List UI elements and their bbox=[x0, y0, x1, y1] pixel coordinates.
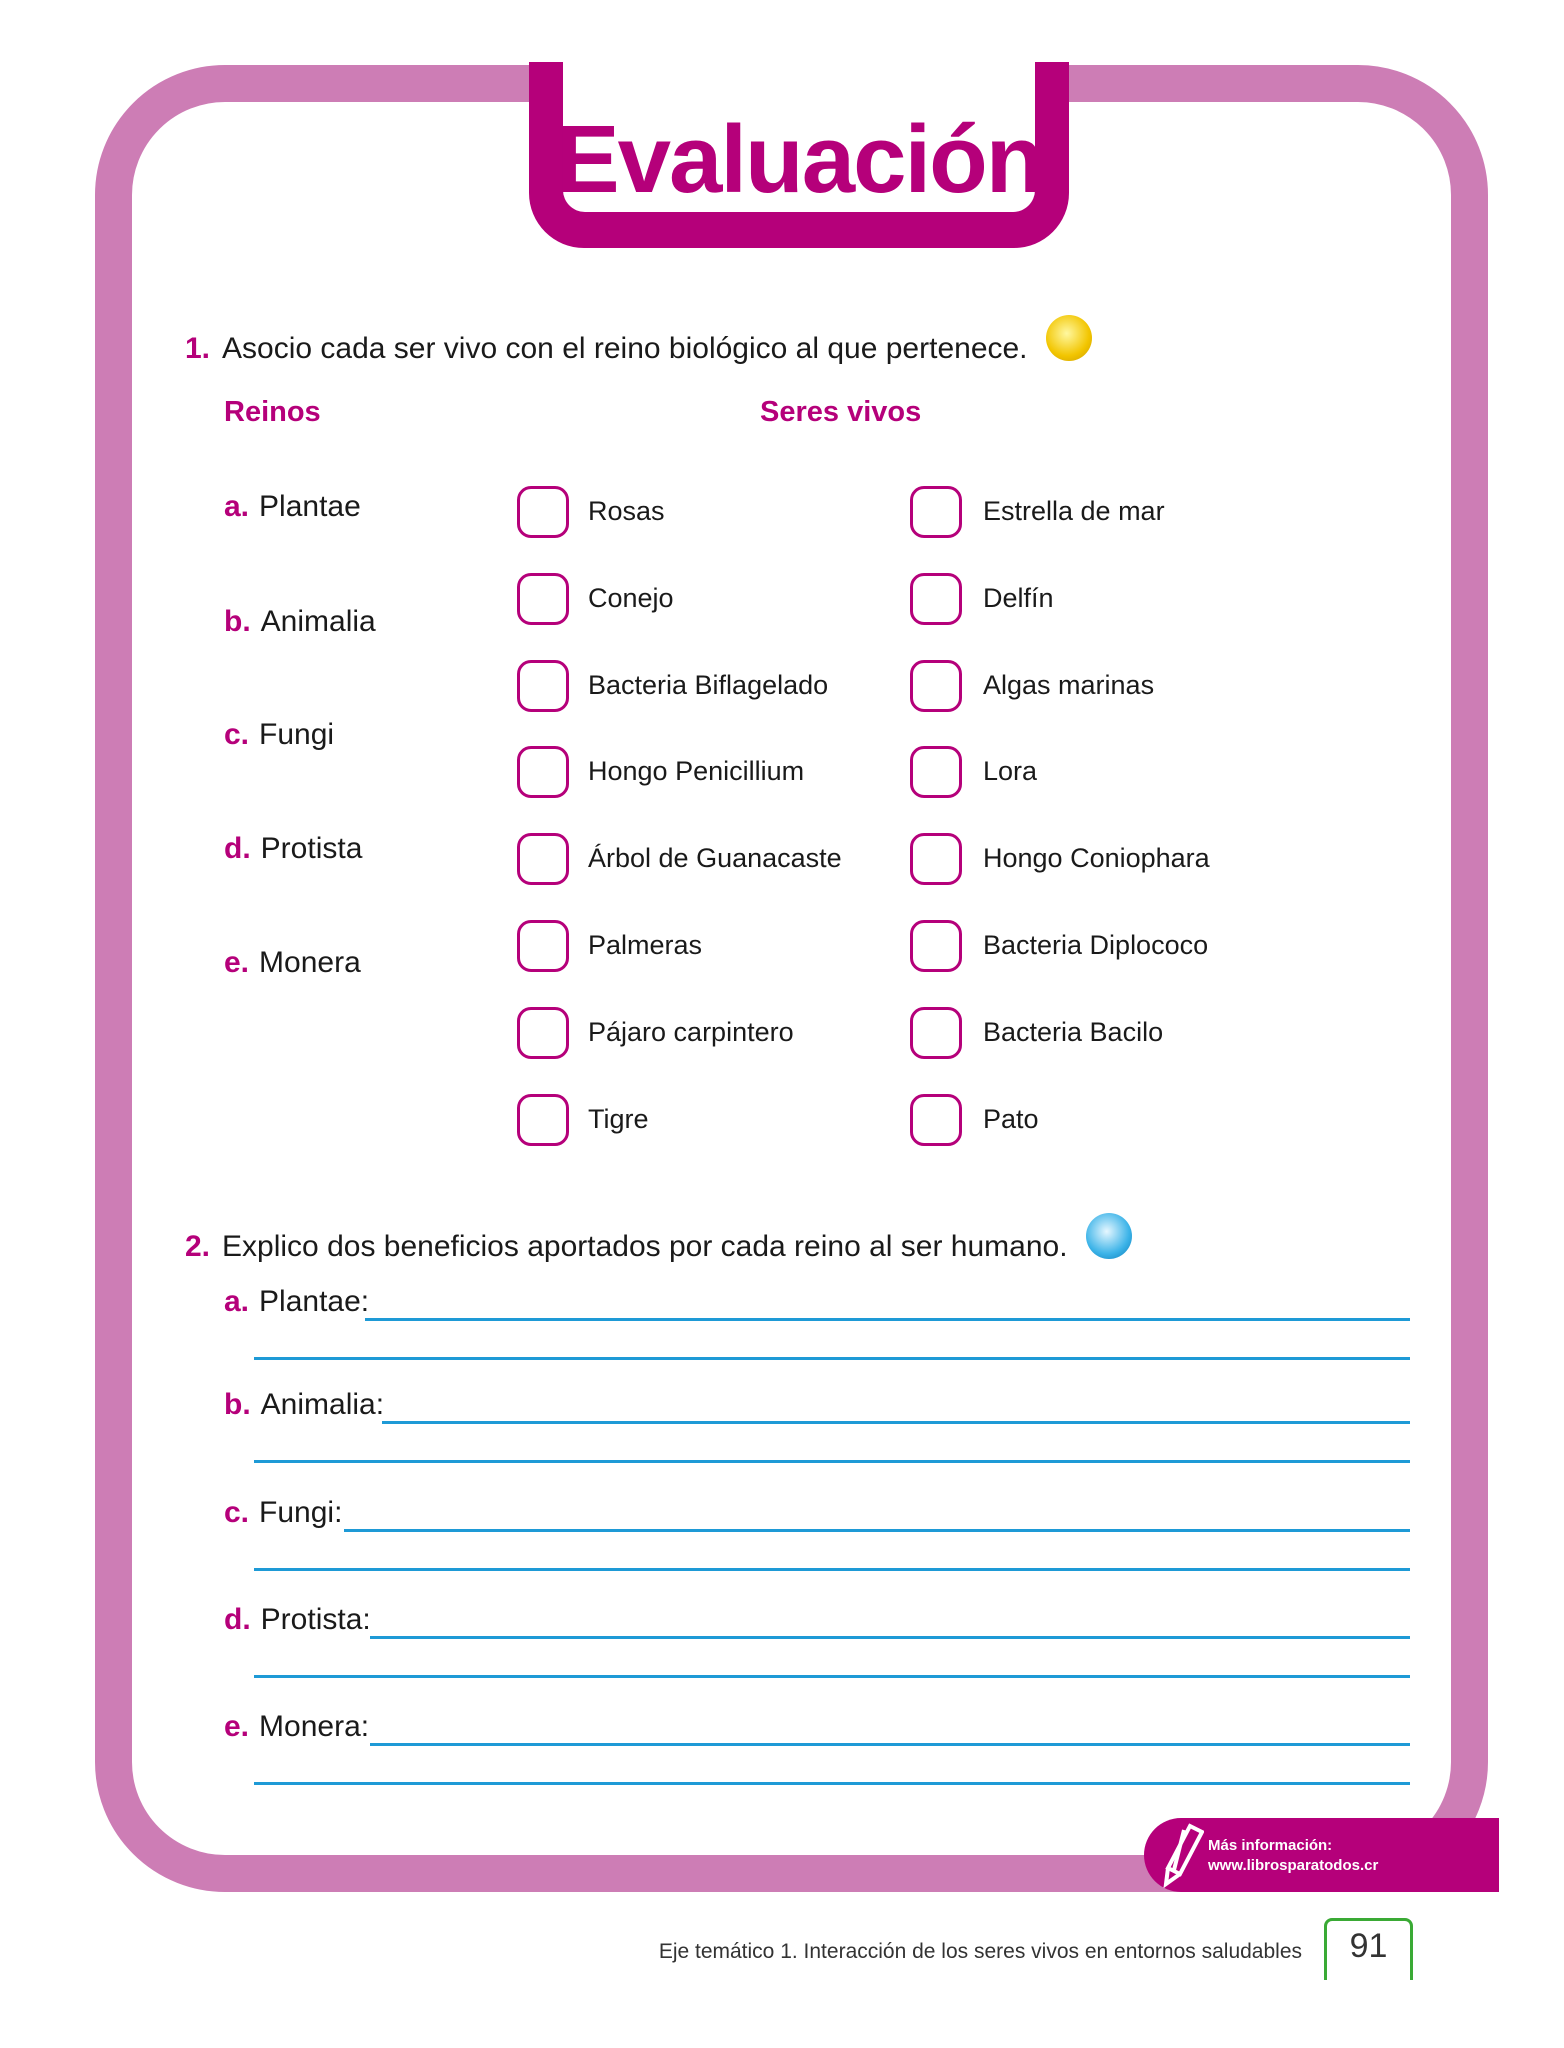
match-checkbox[interactable] bbox=[910, 660, 962, 712]
match-checkbox[interactable] bbox=[517, 486, 569, 538]
question-text: Explico dos beneficios aportados por cada reino al ser humano. bbox=[222, 1230, 1068, 1263]
page-title: Evaluación bbox=[555, 106, 1043, 213]
question-2 bbox=[185, 1230, 1132, 1264]
match-checkbox[interactable] bbox=[910, 573, 962, 625]
answer-line[interactable] bbox=[365, 1318, 1410, 1321]
living-being: Bacteria Biflagelado bbox=[588, 669, 829, 700]
living-being: Pájaro carpintero bbox=[588, 1016, 794, 1047]
answer-letter: b. bbox=[224, 1388, 251, 1421]
answer-letter: a. bbox=[224, 1285, 250, 1318]
lightbulb-yellow-icon bbox=[1046, 315, 1092, 361]
match-checkbox[interactable] bbox=[517, 660, 569, 712]
more-info-link[interactable]: www.librosparatodos.cr bbox=[1208, 1857, 1379, 1874]
kingdom-letter: d. bbox=[224, 832, 251, 865]
answer-kingdom: Protista: bbox=[260, 1603, 371, 1636]
answer-line[interactable] bbox=[254, 1782, 1410, 1785]
answer-label-1 bbox=[224, 1388, 384, 1422]
kingdom-name: Monera bbox=[259, 946, 361, 979]
answer-kingdom: Fungi: bbox=[259, 1496, 343, 1529]
answer-letter: c. bbox=[224, 1496, 250, 1529]
answer-line[interactable] bbox=[254, 1568, 1410, 1571]
match-checkbox[interactable] bbox=[517, 1094, 569, 1146]
match-checkbox[interactable] bbox=[517, 746, 569, 798]
kingdom-letter: a. bbox=[224, 490, 250, 523]
answer-kingdom: Monera: bbox=[259, 1710, 370, 1743]
kingdom-2 bbox=[224, 718, 334, 752]
living-being: Palmeras bbox=[588, 930, 703, 960]
living-being: Algas marinas bbox=[983, 669, 1155, 700]
living-being: Conejo bbox=[588, 582, 674, 613]
kingdom-0 bbox=[224, 490, 361, 524]
match-checkbox[interactable] bbox=[517, 1007, 569, 1059]
living-being: Bacteria Diplococo bbox=[983, 930, 1209, 960]
more-info-text bbox=[1208, 1836, 1378, 1876]
match-checkbox[interactable] bbox=[910, 486, 962, 538]
footer-text: Eje temático 1. Interacción de los seres vivos en entornos saludables bbox=[658, 1940, 1302, 1963]
kingdom-letter: e. bbox=[224, 946, 250, 979]
match-checkbox[interactable] bbox=[910, 1094, 962, 1146]
answer-kingdom: Plantae: bbox=[259, 1285, 370, 1318]
kingdom-name: Fungi bbox=[259, 718, 335, 751]
living-being: Hongo Penicillium bbox=[588, 756, 805, 787]
more-info-label: Más información: bbox=[1208, 1837, 1333, 1854]
question-1 bbox=[185, 332, 1092, 366]
kingdom-4 bbox=[224, 946, 361, 980]
answer-kingdom: Animalia: bbox=[260, 1388, 385, 1421]
answer-line[interactable] bbox=[370, 1636, 1410, 1639]
kingdom-name: Plantae bbox=[259, 490, 361, 523]
kingdom-name: Animalia bbox=[260, 605, 376, 638]
answer-letter: e. bbox=[224, 1710, 250, 1743]
living-being: Rosas bbox=[588, 496, 665, 526]
answer-line[interactable] bbox=[254, 1460, 1410, 1463]
match-checkbox[interactable] bbox=[910, 920, 962, 972]
answer-line[interactable] bbox=[370, 1743, 1410, 1746]
page-number: 91 bbox=[1324, 1918, 1413, 1980]
kingdom-name: Protista bbox=[260, 832, 363, 865]
match-checkbox[interactable] bbox=[517, 833, 569, 885]
living-being: Árbol de Guanacaste bbox=[588, 843, 842, 874]
question-number: 1. bbox=[185, 332, 211, 365]
match-checkbox[interactable] bbox=[517, 573, 569, 625]
living-being: Pato bbox=[983, 1103, 1039, 1134]
lightbulb-blue-icon bbox=[1086, 1213, 1132, 1259]
match-checkbox[interactable] bbox=[910, 746, 962, 798]
kingdom-3 bbox=[224, 832, 362, 866]
seres-vivos-header: Seres vivos bbox=[760, 396, 922, 428]
answer-line[interactable] bbox=[254, 1675, 1410, 1678]
answer-label-2 bbox=[224, 1496, 342, 1530]
answer-line[interactable] bbox=[344, 1529, 1410, 1532]
question-number: 2. bbox=[185, 1230, 211, 1263]
living-being: Estrella de mar bbox=[983, 496, 1165, 526]
pencil-icon bbox=[1160, 1822, 1204, 1888]
answer-line[interactable] bbox=[254, 1357, 1410, 1360]
answer-label-3 bbox=[224, 1603, 371, 1637]
reinos-header: Reinos bbox=[224, 396, 321, 428]
living-being: Delfín bbox=[983, 582, 1054, 613]
living-being: Hongo Coniophara bbox=[983, 843, 1210, 874]
living-being: Tigre bbox=[588, 1103, 649, 1134]
match-checkbox[interactable] bbox=[910, 833, 962, 885]
answer-letter: d. bbox=[224, 1603, 251, 1636]
question-text: Asocio cada ser vivo con el reino biológico al que pertenece. bbox=[222, 332, 1028, 365]
answer-label-0 bbox=[224, 1285, 369, 1319]
answer-label-4 bbox=[224, 1710, 369, 1744]
match-checkbox[interactable] bbox=[910, 1007, 962, 1059]
answer-line[interactable] bbox=[382, 1421, 1410, 1424]
kingdom-letter: c. bbox=[224, 718, 250, 751]
kingdom-letter: b. bbox=[224, 605, 251, 638]
kingdom-1 bbox=[224, 605, 376, 639]
match-checkbox[interactable] bbox=[517, 920, 569, 972]
living-being: Lora bbox=[983, 756, 1038, 787]
living-being: Bacteria Bacilo bbox=[983, 1016, 1164, 1047]
